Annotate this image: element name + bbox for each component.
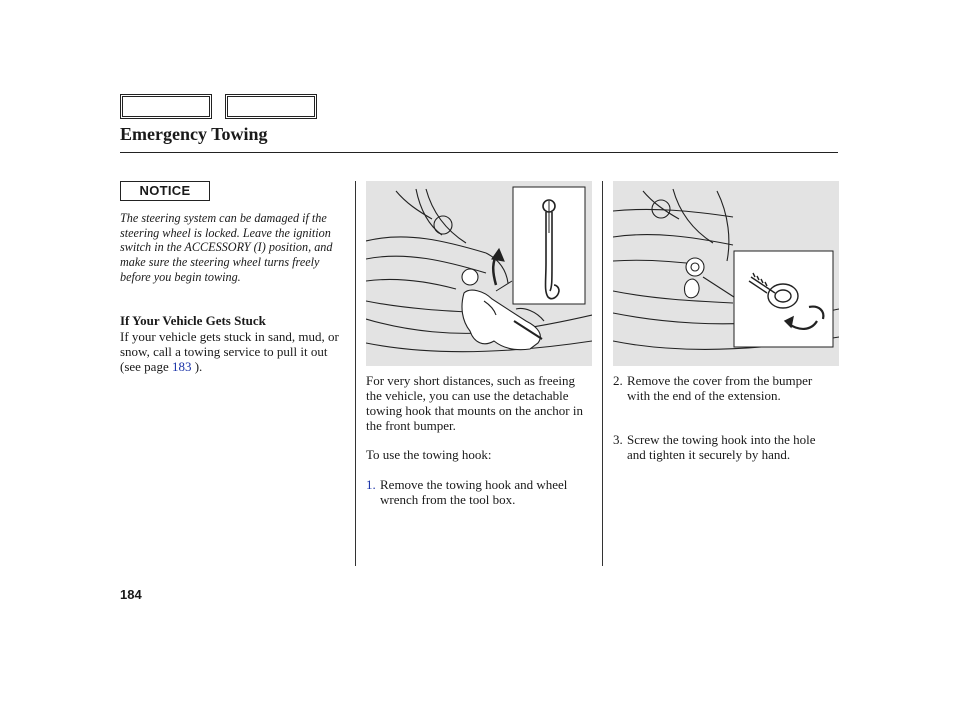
nav-button-prev[interactable] <box>120 94 212 119</box>
step-3 <box>613 432 835 462</box>
page-link[interactable]: 183 <box>171 359 192 374</box>
notice-text: The steering system can be damaged if the steering wheel is locked. Leave the ignition switch in the ACCESSORY (I) position, and make sure the steering wheel turns freely before you begin towing. <box>120 211 333 284</box>
towing-hook-use-intro: To use the towing hook: <box>366 447 492 462</box>
notice-badge: NOTICE <box>120 181 210 201</box>
page-title: Emergency Towing <box>120 124 268 144</box>
page-number: 184 <box>120 587 142 602</box>
step-2-text: Remove the cover from the bumper with the end of the extension. <box>627 373 813 403</box>
bumper-hook-drawing <box>366 181 592 366</box>
stuck-text-before: If your vehicle gets stuck in sand, mud, or snow, call a towing service to pull it out (see page <box>120 329 339 374</box>
screw-hook-drawing <box>613 181 839 366</box>
step-3-number: 3. <box>613 432 623 447</box>
illustration-screw-hook <box>613 181 839 366</box>
title-rule <box>120 152 838 153</box>
illustration-bumper-hook <box>366 181 592 366</box>
step-3-text: Screw the towing hook into the hole and tighten it securely by hand. <box>627 432 816 462</box>
step-2 <box>613 373 835 403</box>
step-1 <box>366 477 594 507</box>
towing-hook-intro: For very short distances, such as freeing the vehicle, you can use the detachable towing hook that mounts on the anchor in the front bumper. <box>366 373 584 433</box>
step-1-number[interactable]: 1. <box>366 477 376 492</box>
step-1-text: Remove the towing hook and wheel wrench from the tool box. <box>380 477 568 507</box>
stuck-paragraph <box>120 329 345 374</box>
stuck-heading: If Your Vehicle Gets Stuck <box>120 313 266 328</box>
nav-button-next[interactable] <box>225 94 317 119</box>
step-2-number: 2. <box>613 373 623 388</box>
column-divider <box>355 181 356 566</box>
column-divider <box>602 181 603 566</box>
stuck-text-after: ). <box>191 359 203 374</box>
